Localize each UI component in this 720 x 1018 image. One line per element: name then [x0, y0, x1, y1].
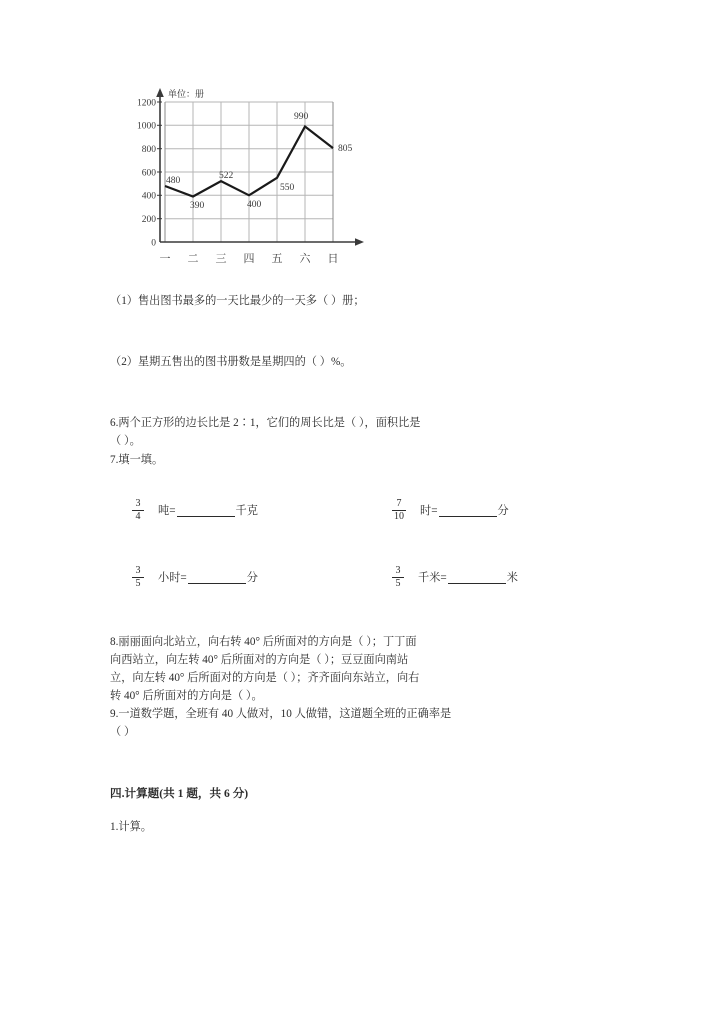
point-label: 550: [280, 183, 295, 193]
unit-label-minute: 分: [497, 504, 509, 517]
fraction-numerator: 3: [135, 564, 141, 576]
unit-label-km: 千米=: [418, 571, 447, 584]
question-8-line1: 8.丽丽面向北站立，向右转 40° 后所面对的方向是（ ）；丁丁面: [110, 635, 417, 648]
y-tick: 600: [141, 168, 156, 179]
point-label: 400: [247, 200, 262, 210]
answer-blank[interactable]: [439, 505, 497, 517]
question-6-line1: 6.两个正方形的边长比是 2∶1，它们的周长比是（ ），面积比是: [110, 417, 421, 430]
y-tick: 0: [151, 238, 156, 249]
fraction-three-fifths: [132, 566, 144, 590]
answer-blank[interactable]: [448, 572, 506, 584]
chart-gridlines: [165, 102, 333, 242]
unit-label-ton: 吨=: [158, 504, 176, 517]
question-1: （1）售出图书最多的一天比最少的一天多（ ）册；: [110, 295, 365, 307]
point-label: 805: [338, 144, 353, 154]
fraction-numerator: 7: [396, 497, 402, 509]
fraction-numerator: 3: [135, 497, 141, 509]
answer-blank[interactable]: [177, 505, 235, 517]
fraction-numerator: 3: [395, 564, 401, 576]
x-tick: 二: [187, 252, 199, 265]
x-tick: 日: [327, 252, 339, 265]
question-8-line4: 转 40° 后所面对的方向是（ ）。: [110, 690, 263, 703]
fraction-denominator: 4: [135, 511, 141, 523]
question-8-line3: 立，向左转 40° 后所面对的方向是（ ）；齐齐面向东站立，向右: [110, 671, 420, 684]
unit-label-minute: 分: [246, 571, 258, 584]
y-tick: 400: [141, 191, 156, 202]
chart-unit-label: 单位：册: [168, 90, 205, 100]
point-label: 390: [190, 201, 205, 211]
point-label: 990: [294, 112, 309, 122]
y-tick: 200: [141, 215, 156, 225]
fraction-denominator: 10: [394, 511, 404, 523]
fill-in-row-2: [110, 566, 618, 590]
y-tick: 800: [141, 145, 156, 155]
x-tick: 四: [243, 252, 255, 265]
y-tick-labels: [137, 98, 156, 248]
unit-label-kg: 千克: [235, 504, 258, 517]
x-tick: 一: [159, 252, 171, 265]
question-6-line2: （ ）。: [110, 435, 141, 448]
point-label: 480: [166, 176, 181, 186]
unit-label-xiaoshi: 小时=: [158, 571, 187, 584]
fill-in-item-hour: [380, 499, 618, 523]
worksheet-body: [110, 292, 618, 836]
fraction-denominator: 5: [395, 578, 401, 590]
line-chart-svg: [128, 84, 428, 274]
question-9-line1: 9.一道数学题，全班有 40 人做对，10 人做错，这道题全班的正确率是: [110, 708, 452, 721]
fraction-denominator: 5: [135, 578, 141, 590]
question-9-line2: （ ）: [110, 726, 136, 739]
unit-label-meter: 米: [506, 571, 518, 584]
y-tick: 1000: [137, 121, 156, 132]
fraction-three-fifths: [392, 566, 404, 590]
fraction-seven-tenths: [392, 499, 406, 523]
fraction-three-quarters: [132, 499, 144, 523]
x-tick: 三: [215, 252, 227, 265]
fill-in-item-km: [380, 566, 618, 590]
section-heading-four: 四.计算题(共 1 题，共 6 分): [110, 786, 249, 800]
fill-in-item-xiaoshi: [110, 566, 380, 590]
x-tick: 五: [271, 252, 283, 265]
point-label: 522: [219, 171, 234, 181]
unit-label-hour: 时=: [420, 504, 438, 517]
fill-in-item-ton: [110, 499, 380, 523]
question-7: 7.填一填。: [110, 453, 164, 466]
x-tick-labels: [160, 252, 339, 265]
y-tick: 1200: [137, 98, 156, 109]
question-8-line2: 向西站立，向左转 40° 后所面对的方向是（ ）；豆豆面向南站: [110, 653, 409, 666]
line-chart: [128, 84, 428, 274]
answer-blank[interactable]: [188, 572, 246, 584]
section-item-1: 1.计算。: [110, 821, 152, 834]
x-tick: 六: [299, 252, 311, 265]
fill-in-row-1: [110, 499, 618, 523]
question-2: （2）星期五售出的图书册数是星期四的（ ）%。: [110, 356, 352, 369]
